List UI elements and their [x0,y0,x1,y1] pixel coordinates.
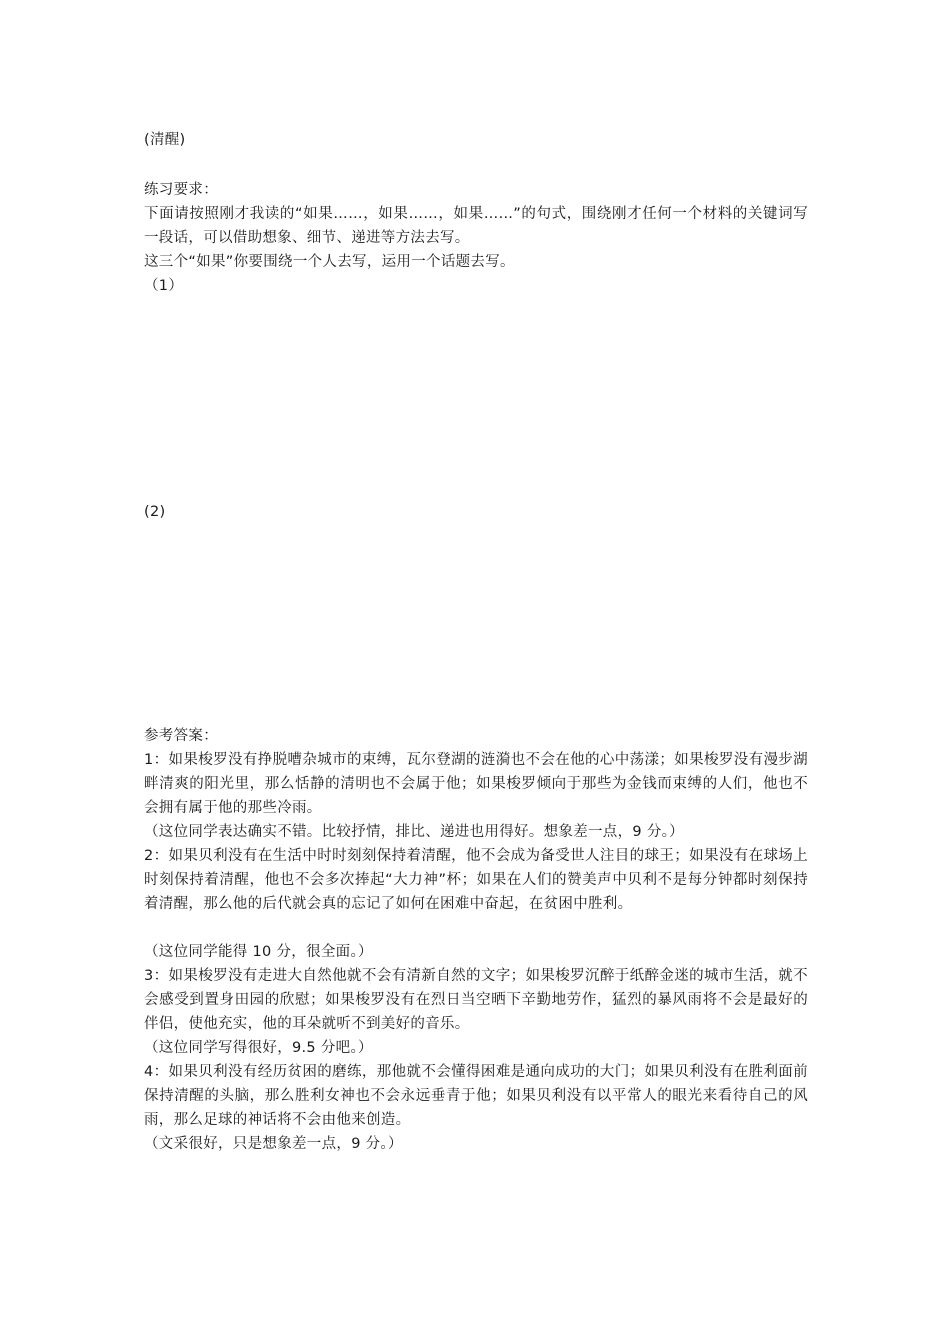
requirements-title: 练习要求： [144,182,218,198]
blank-1-label: （1） [144,278,184,294]
requirements-text: 下面请按照刚才我读的“如果……，如果……，如果……”的句式，围绕刚才任何一个材料的关键词写一段话，可以借助想象、细节、递进等方法去写。 [144,206,808,246]
answer-3-text: 3：如果梭罗没有走进大自然他就不会有清新自然的文字；如果梭罗沉醉于纸醉金迷的城市生活，就不会感受到置身田园的欣慰；如果梭罗没有在烈日当空晒下辛勤地劳作，猛烈的暴风雨将不会是最好的伴侣，使他充实，他的耳朵就听不到美好的音乐。 [144,968,808,1032]
answer-3-comment: （这位同学写得很好，9.5 分吧。） [144,1040,373,1056]
document-heading: (清醒) [144,132,186,148]
answer-1-text: 1：如果梭罗没有挣脱嘈杂城市的束缚，瓦尔登湖的涟漪也不会在他的心中荡漾；如果梭罗没有漫步湖畔清爽的阳光里，那么恬静的清明也不会属于他；如果梭罗倾向于那些为金钱而束缚的人们，他也不会拥有属于他的那些冷雨。 [144,752,808,816]
answers-title: 参考答案： [144,728,218,744]
answer-2-text: 2：如果贝利没有在生活中时时刻刻保持着清醒，他不会成为备受世人注目的球王；如果没有在球场上时刻保持着清醒，他也不会多次捧起“大力神”杯；如果在人们的赞美声中贝利不是每分钟都时刻保持着清醒，那么他的后代就会真的忘记了如何在困难中奋起，在贫困中胜利。 [144,848,808,912]
answer-4-comment: （文采很好，只是想象差一点，9 分。） [144,1136,403,1152]
answer-2-comment: （这位同学能得 10 分，很全面。） [144,944,373,960]
requirements-note: 这三个“如果”你要围绕一个人去写，运用一个话题去写。 [144,254,515,270]
blank-2-label: (2) [144,504,166,520]
answer-1-comment: （这位同学表达确实不错。比较抒情，排比、递进也用得好。想象差一点，9 分。） [144,824,684,840]
answer-4-text: 4：如果贝利没有经历贫困的磨练，那他就不会懂得困难是通向成功的大门；如果贝利没有在胜利面前保持清醒的头脑，那么胜利女神也不会永远垂青于他；如果贝利没有以平常人的眼光来看待自己的风雨，那么足球的神话将不会由他来创造。 [144,1064,808,1128]
